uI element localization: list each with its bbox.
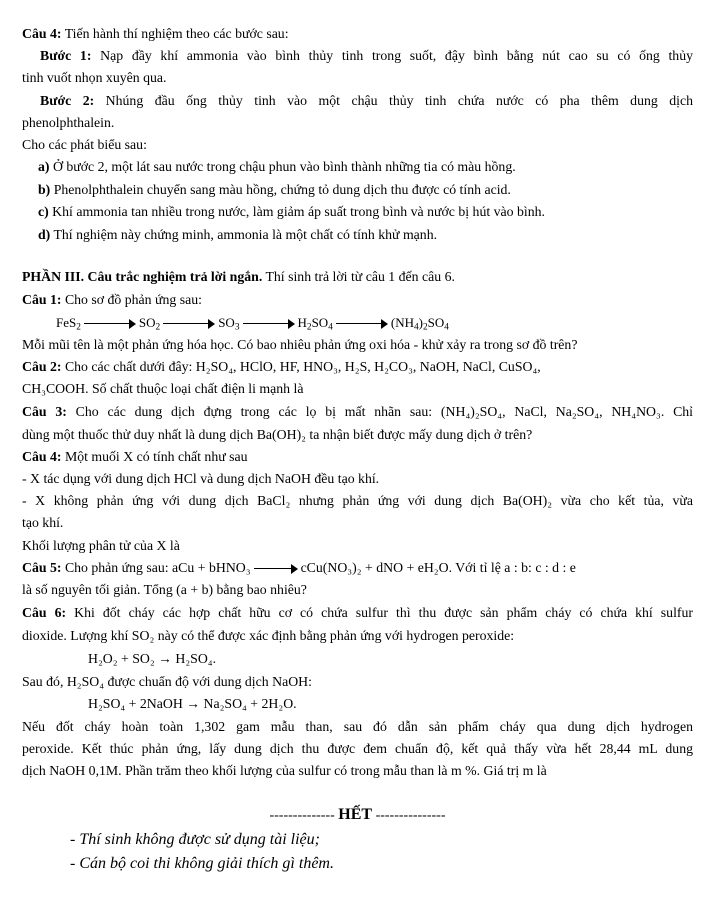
q4-statement-a: a) Ở bước 2, một lát sau nước trong chậu phun vào bình thành những tia có màu hồng. <box>38 159 516 174</box>
q4b-title-line: Câu 4: Một muối X có tính chất như sau <box>22 449 248 464</box>
q1-question: Mỗi mũi tên là một phản ứng hóa học. Có bao nhiêu phản ứng oxi hóa - khử xảy ra trong sơ đồ trên? <box>22 337 578 352</box>
q4-intro: Cho các phát biểu sau: <box>22 137 147 152</box>
q1-title-line: Câu 1: Cho sơ đồ phản ứng sau: <box>22 292 202 307</box>
formula-nh4-2so4: $(NH_4)_2SO_4$ <box>390 315 449 333</box>
footer-note-2: - Cán bộ coi thi không giải thích gì thêm. <box>70 855 334 872</box>
q4-step2-line1: Bước 2: Nhúng đầu ống thủy tinh vào một chậu thủy tinh chứa nước có pha thêm dung dịch <box>40 93 693 108</box>
arrow-icon <box>254 564 298 574</box>
arrow-icon <box>163 319 215 329</box>
q4b-line4: Khối lượng phân tử của X là <box>22 538 180 553</box>
formula-h2so4: $H_2SO_4$ <box>297 315 333 333</box>
formula-so3: $SO_3$ <box>218 315 240 333</box>
end-marker: -------------- HẾT --------------- <box>269 806 446 823</box>
formula-so2: $SO_2$ <box>138 315 161 333</box>
q4-step1-line1: Bước 1: Nạp đầy khí ammonia vào bình thủy tinh trong suốt, đậy bình bằng nút cao su có ống thủy <box>40 48 694 63</box>
q6-line4: Nếu đốt cháy hoàn toàn 1,302 gam mẫu than, sau đó dẫn sản phẩm cháy qua dung dịch hydrogen <box>22 719 693 734</box>
q3-line1: Câu 3: Cho các dung dịch đựng trong các lọ bị mất nhãn sau: (NH₄)₂SO₄, NaCl, Na₂SO₄, NH₄NO₃. Chỉ <box>22 404 694 419</box>
arrow-icon <box>336 319 388 329</box>
q4b-line2: - X không phản ứng với dung dịch BaCl₂ nhưng phản ứng với dung dịch Ba(OH)₂ vừa cho kết tủa, vừa <box>22 493 693 508</box>
arrow-icon <box>243 319 295 329</box>
q6-line3: Sau đó, H₂SO₄ được chuẩn độ với dung dịch NaOH: <box>22 674 312 689</box>
q6-line1: Câu 6: Khi đốt cháy các hợp chất hữu cơ có chứa sulfur thì thu được sản phẩm cháy có chứa khí sulfur <box>22 605 693 620</box>
q4b-line3: tạo khí. <box>22 515 64 530</box>
q6-equation1: H₂O₂ + SO₂ → H₂SO₄. <box>88 651 217 666</box>
footer-note-1: - Thí sinh không được sử dụng tài liệu; <box>70 831 320 848</box>
q5-line2: là số nguyên tối giản. Tổng (a + b) bằng bao nhiêu? <box>22 582 307 597</box>
q4-statement-d: d) Thí nghiệm này chứng minh, ammonia là một chất có tính khử mạnh. <box>38 227 438 242</box>
q4-step2-line2: phenolphthalein. <box>22 115 115 130</box>
q2-line1: Câu 2: Cho các chất dưới đây: H₂SO₄, HClO, HF, HNO₃, H₂S, H₂CO₃, NaOH, NaCl, CuSO₄, <box>22 359 541 374</box>
q1-reaction-scheme <box>56 314 693 332</box>
q2-line2: CH₃COOH. Số chất thuộc loại chất điện li mạnh là <box>22 381 304 396</box>
q4-statement-c: c) Khí ammonia tan nhiều trong nước, làm giảm áp suất trong bình và nước bị hút vào bình. <box>38 204 545 219</box>
formula-fes2: FeS$_2$ <box>56 315 81 333</box>
q6-line5: peroxide. Kết thúc phản ứng, lấy dung dịch thu được đem chuẩn độ, kết quả thấy vừa hết 28,44 mL dung <box>22 741 693 756</box>
q4-title-line: Câu 4: Tiến hành thí nghiệm theo các bước sau: <box>22 26 289 41</box>
q4b-line1: - X tác dụng với dung dịch HCl và dung dịch NaOH đều tạo khí. <box>22 471 380 486</box>
q6-equation2: H₂SO₄ + 2NaOH → Na₂SO₄ + 2H₂O. <box>88 696 297 711</box>
arrow-icon <box>84 319 136 329</box>
q6-line6: dịch NaOH 0,1M. Phần trăm theo khối lượng của sulfur có trong mẫu than là m %. Giá trị m là <box>22 763 547 778</box>
part3-heading: PHẦN III. Câu trắc nghiệm trả lời ngắn. Thí sinh trả lời từ câu 1 đến câu 6. <box>22 269 455 284</box>
q4-step1-line2: tinh vuốt nhọn xuyên qua. <box>22 70 167 85</box>
q4-statement-b: b) Phenolphthalein chuyển sang màu hồng, chứng tỏ dung dịch thu được có tính acid. <box>38 182 511 197</box>
q3-line2: dùng một thuốc thử duy nhất là dung dịch Ba(OH)₂ ta nhận biết được mấy dung dịch ở trên? <box>22 427 533 442</box>
q6-line2: dioxide. Lượng khí SO₂ này có thể được xác định bằng phản ứng với hydrogen peroxide: <box>22 628 515 643</box>
q5-line1: Câu 5: Cho phản ứng sau: aCu + bHNO₃ cCu(NO₃)₂ + dNO + eH₂O. Với tỉ lệ a : b: c : d : e <box>22 560 576 575</box>
